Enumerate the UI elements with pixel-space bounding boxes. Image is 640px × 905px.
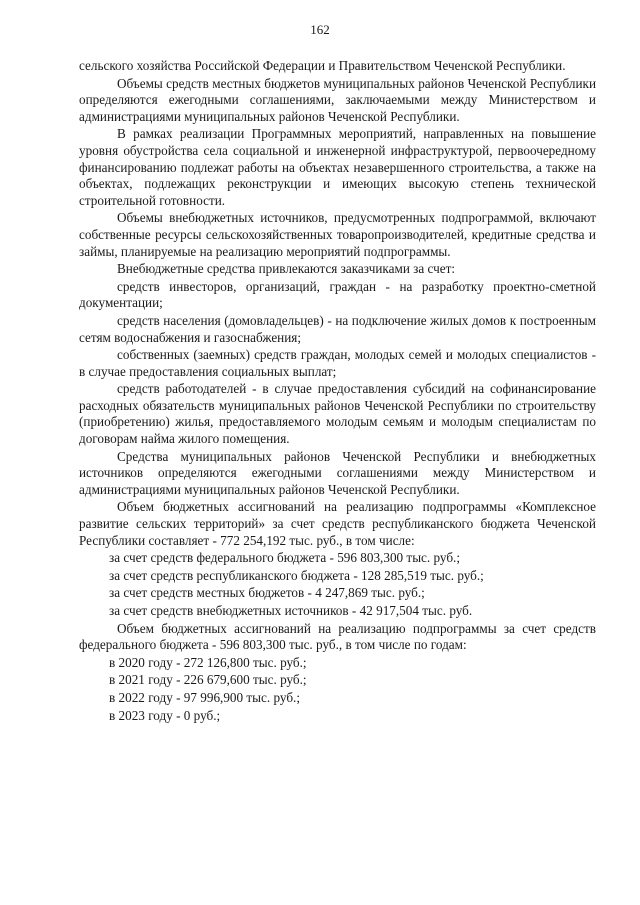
paragraph: сельского хозяйства Российской Федерации и Правительством Чеченской Республики.: [79, 58, 566, 73]
list-item: за счет средств внебюджетных источников - 42 917,504 тыс. руб.: [109, 603, 473, 618]
document-body: [79, 58, 596, 725]
paragraph: Объем бюджетных ассигнований на реализацию подпрограммы «Комплексное развитие сельских территорий» за счет средств республиканского бюджета Чеченской Республики составляет - 772 254,192 тыс. руб., в том числе:: [79, 499, 596, 548]
paragraph: средств населения (домовладельцев) - на подключение жилых домов к построенным сетям водоснабжения и газоснабжения;: [79, 312, 596, 345]
list-item: в 2022 году - 97 996,900 тыс. руб.;: [109, 689, 300, 705]
paragraph: Объем бюджетных ассигнований на реализацию подпрограммы за счет средств федерального бюджета - 596 803,300 тыс. руб., в том числе по годам:: [79, 620, 596, 653]
paragraph: средств работодателей - в случае предоставления субсидий на софинансирование расходных обязательств муниципальных районов Чеченской Республики по строительству (приобретению) жилья, предоставляемого молодым семьям и молодым специалистам по договорам найма жилого помещения.: [79, 381, 596, 447]
page-number: 162: [310, 22, 330, 37]
list-item: за счет средств местных бюджетов - 4 247,869 тыс. руб.;: [109, 585, 425, 601]
paragraph: средств инвесторов, организаций, граждан - на разработку проектно-сметной документации;: [79, 278, 596, 311]
paragraph: собственных (заемных) средств граждан, молодых семей и молодых специалистов - в случае предоставления социальных выплат;: [79, 347, 596, 379]
list-item: в 2021 году - 226 679,600 тыс. руб.;: [109, 672, 307, 688]
list-item: за счет средств республиканского бюджета - 128 285,519 тыс. руб.;: [109, 567, 484, 583]
list-item: в 2023 году - 0 руб.;: [109, 707, 221, 723]
paragraph: Объемы внебюджетных источников, предусмотренных подпрограммой, включают собственные ресурсы сельскохозяйственных товаропроизводителей, кредитные средства и займы, планируемые на реализацию мероприятий подпрограммы.: [79, 210, 596, 259]
paragraph: Объемы средств местных бюджетов муниципальных районов Чеченской Республики определяются ежегодными соглашениями, заключаемыми между Министерством и администрациями муниципальных районов Чеченской Республики.: [79, 75, 596, 124]
paragraph: Средства муниципальных районов Чеченской Республики и внебюджетных источников определяются ежегодными соглашениями между Министерством и администрациями муниципальных районов Чеченской Республики.: [79, 448, 596, 497]
paragraph: Внебюджетные средства привлекаются заказчиками за счет:: [117, 261, 456, 277]
paragraph: В рамках реализации Программных мероприятий, направленных на повышение уровня обустройства села социальной и инженерной инфраструктурой, первоочередному финансированию подлежат работы на объектах незавершенного строительства, а также на объектах, подлежащих реконструкции и имеющих высокую степень технической строительной готовности.: [79, 126, 596, 208]
list-item: за счет средств федерального бюджета - 596 803,300 тыс. руб.;: [109, 550, 461, 566]
list-item: в 2020 году - 272 126,800 тыс. руб.;: [109, 654, 307, 670]
